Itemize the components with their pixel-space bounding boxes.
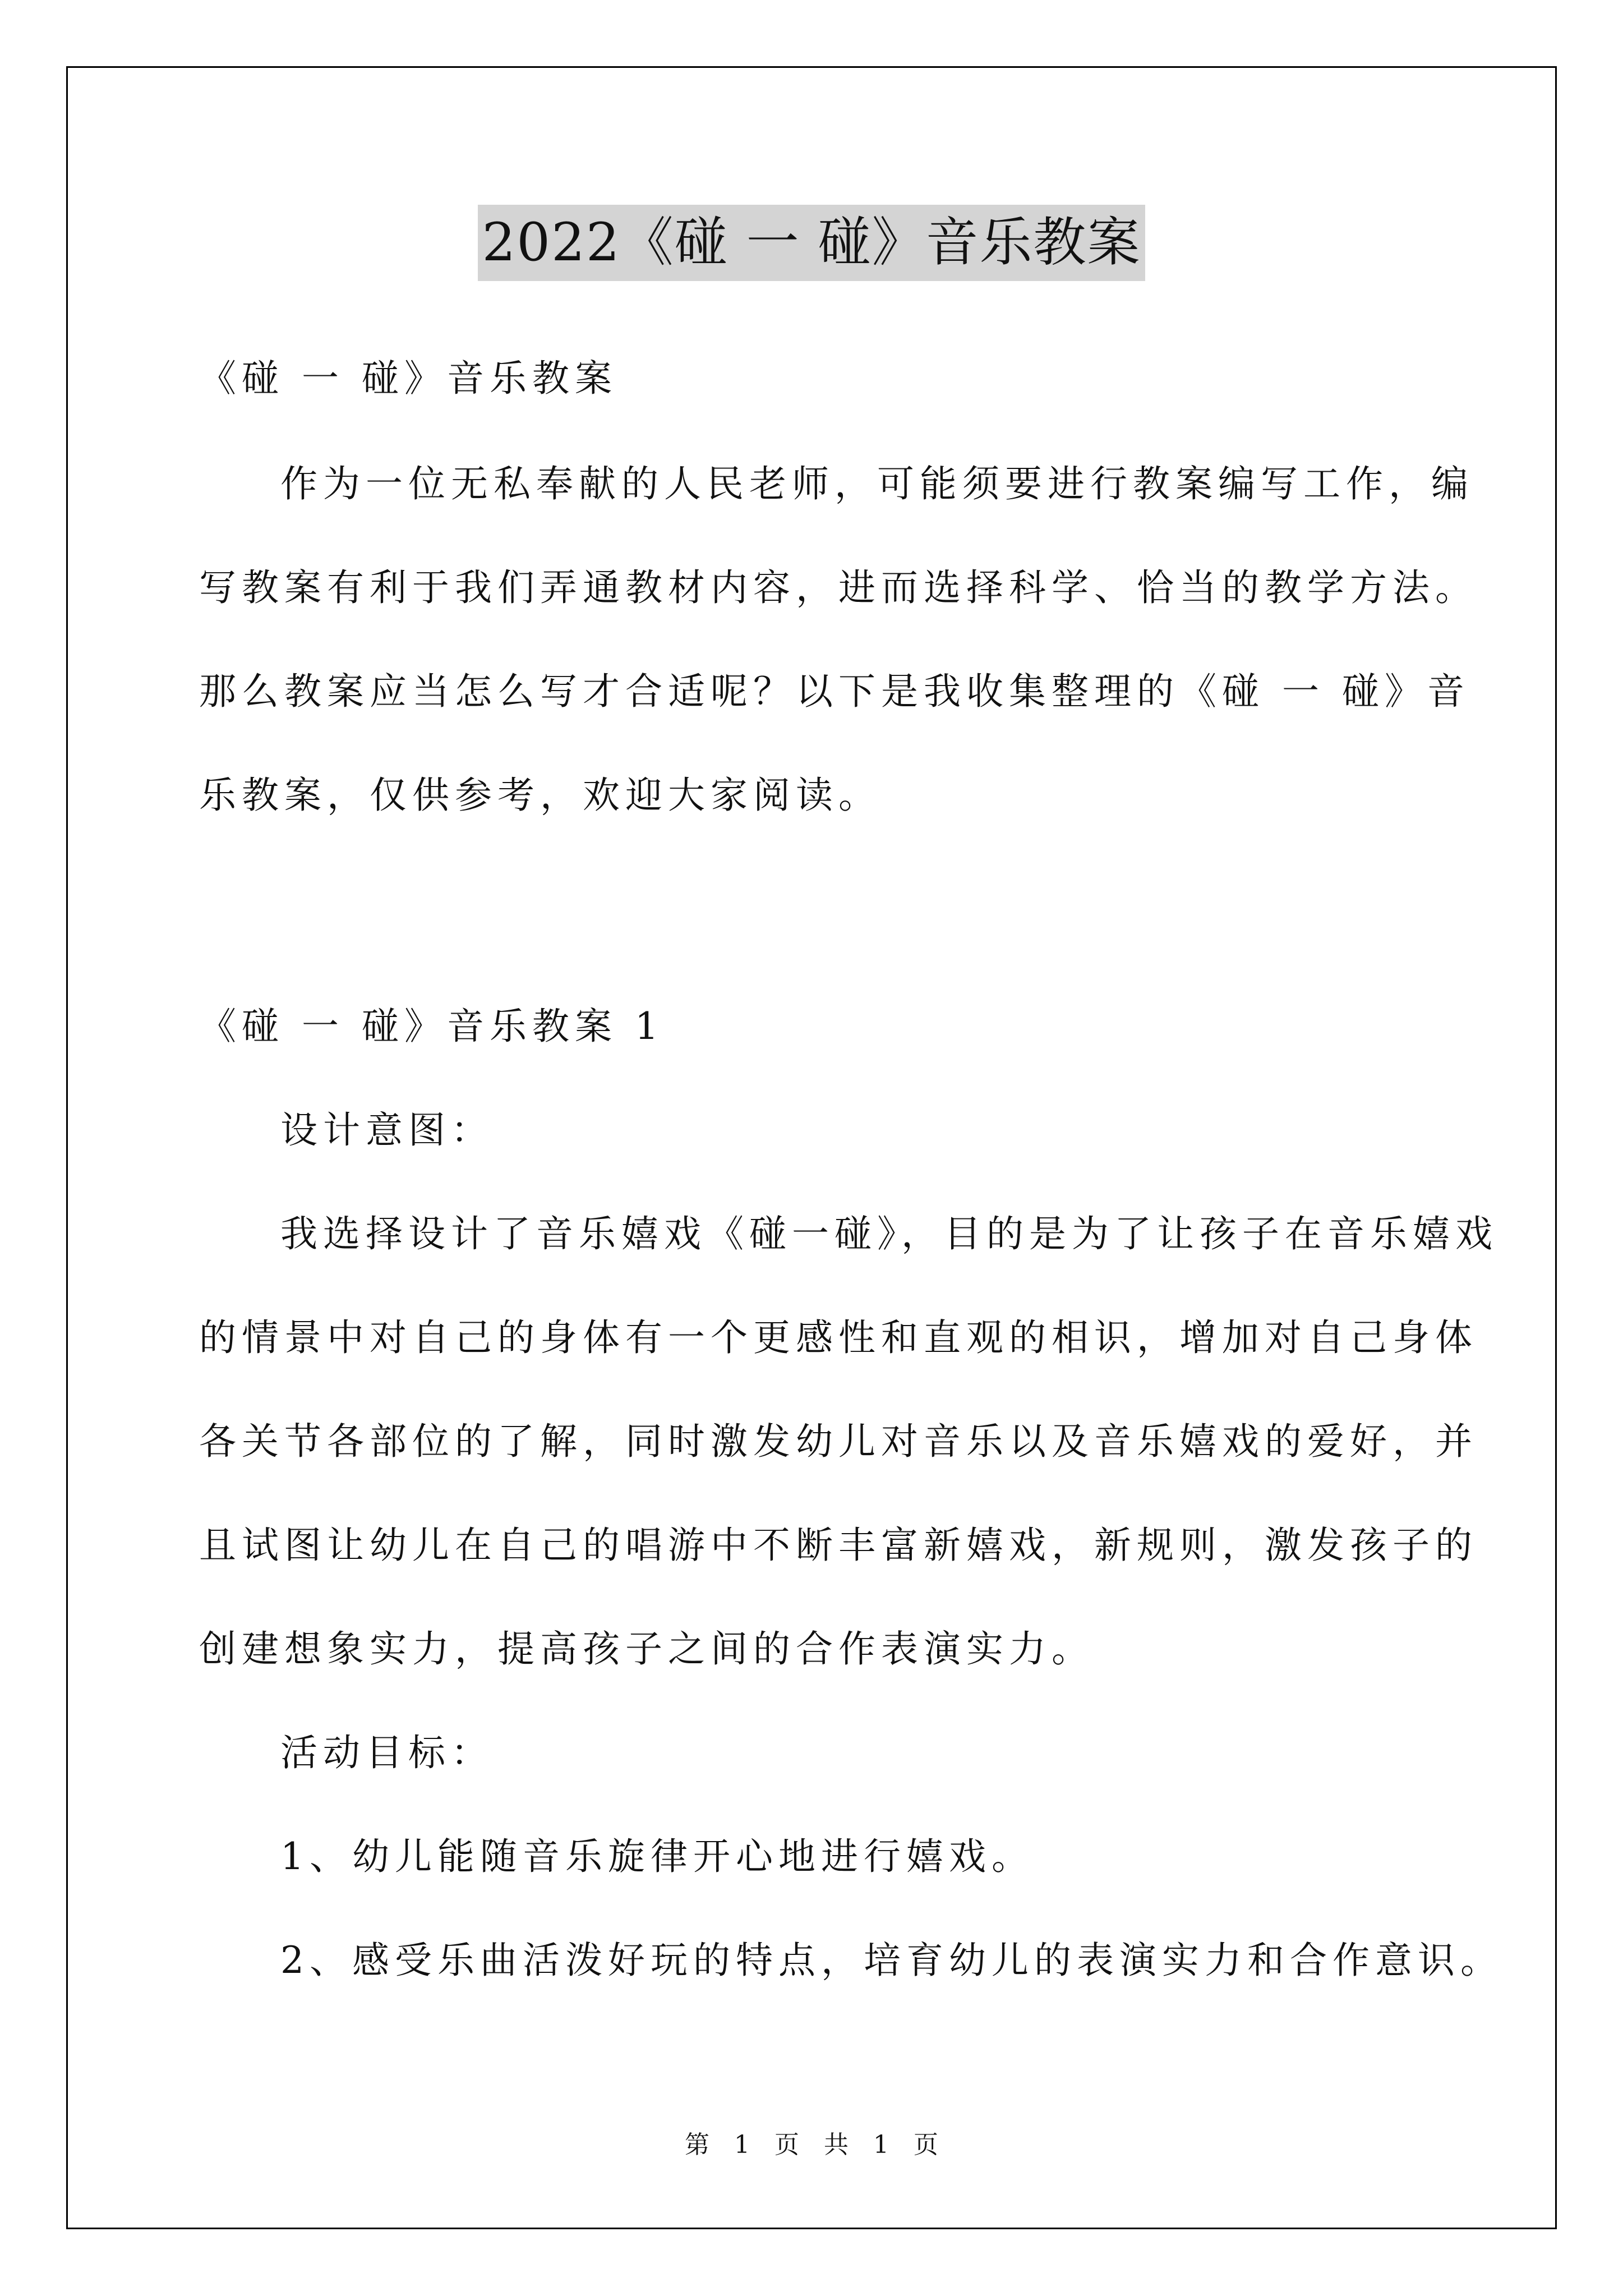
- page-footer: 第 1 页 共 1 页: [685, 2131, 938, 2159]
- intro-line: 作为一位无私奉献的人民老师，可能须要进行教案编写工作，编: [280, 462, 1474, 505]
- goal-item: 1、幼儿能随音乐旋律开心地进行嬉戏。: [280, 1835, 1034, 1878]
- subtitle: 《碰 一 碰》音乐教案: [199, 357, 617, 400]
- goal-item: 2、感受乐曲活泼好玩的特点，培育幼儿的表演实力和合作意识。: [280, 1939, 1503, 1982]
- design-line: 且试图让幼儿在自己的唱游中不断丰富新嬉戏，新规则，激发孩子的: [199, 1524, 1478, 1567]
- design-heading: 设计意图：: [280, 1108, 494, 1152]
- goals-heading: 活动目标：: [280, 1731, 494, 1774]
- intro-line: 那么教案应当怎么写才合适呢？以下是我收集整理的《碰 一 碰》音: [199, 670, 1470, 713]
- design-line: 我选择设计了音乐嬉戏《碰一碰》，目的是为了让孩子在音乐嬉戏: [280, 1212, 1498, 1255]
- design-line: 创建想象实力，提高孩子之间的合作表演实力。: [199, 1627, 1094, 1671]
- design-line: 各关节各部位的了解，同时激发幼儿对音乐以及音乐嬉戏的爱好，并: [199, 1420, 1478, 1463]
- intro-line: 写教案有利于我们弄通教材内容，进而选择科学、恰当的教学方法。: [199, 566, 1478, 609]
- title-container: [0, 205, 1623, 281]
- design-line: 的情景中对自己的身体有一个更感性和直观的相识，增加对自己身体: [199, 1316, 1478, 1359]
- section-heading: 《碰 一 碰》音乐教案 1: [199, 1005, 664, 1048]
- intro-line: 乐教案，仅供参考，欢迎大家阅读。: [199, 774, 881, 817]
- document-title: 2022《碰 一 碰》音乐教案: [478, 205, 1146, 281]
